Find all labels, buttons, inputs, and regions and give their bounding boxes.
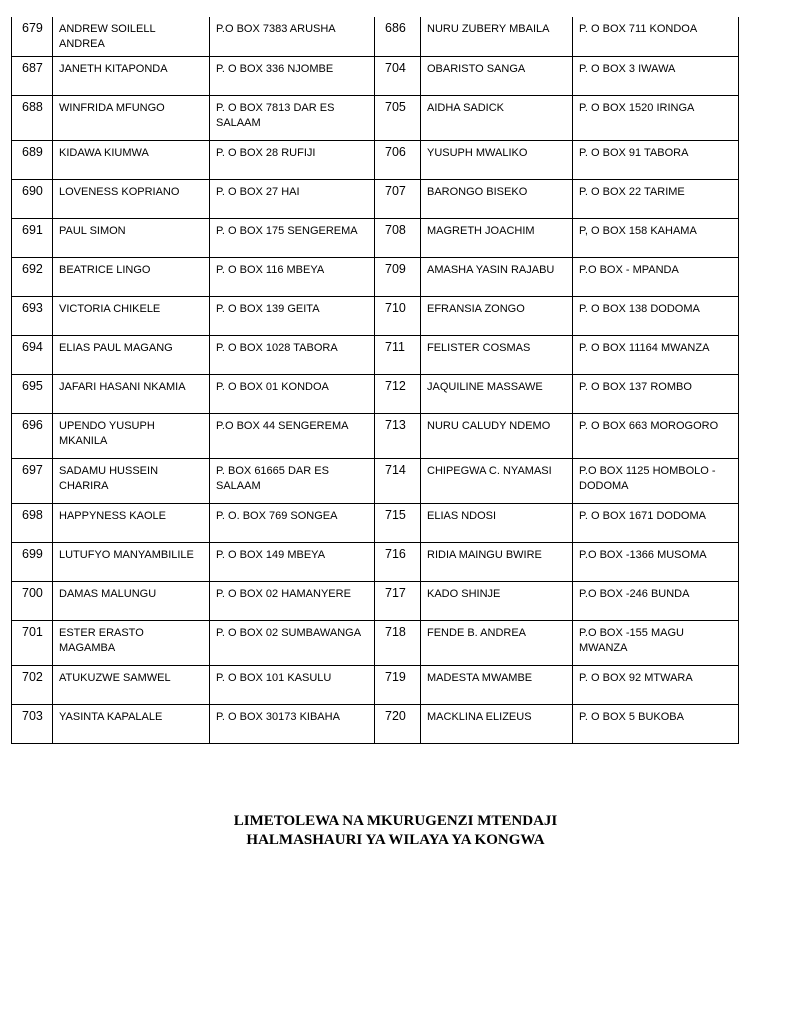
entry-name: LUTUFYO MANYAMBILILE [53, 542, 210, 581]
entry-number: 679 [12, 17, 53, 56]
entry-number: 709 [375, 257, 421, 296]
entry-number: 695 [12, 374, 53, 413]
table-row [12, 413, 739, 458]
entry-name: HAPPYNESS KAOLE [53, 503, 210, 542]
entry-address: P. O BOX 92 MTWARA [573, 665, 739, 704]
entry-name: FELISTER COSMAS [421, 335, 573, 374]
entry-name: ELIAS NDOSI [421, 503, 573, 542]
entry-number: 690 [12, 179, 53, 218]
entry-number: 712 [375, 374, 421, 413]
entry-name: ESTER ERASTO MAGAMBA [53, 620, 210, 665]
entry-number: 720 [375, 704, 421, 743]
entry-address: P. O BOX 28 RUFIJI [210, 140, 375, 179]
table-row [12, 335, 739, 374]
entry-name: FENDE B. ANDREA [421, 620, 573, 665]
entry-address: P. O BOX 175 SENGEREMA [210, 218, 375, 257]
footer-line-2: HALMASHAURI YA WILAYA YA KONGWA [246, 832, 545, 848]
entry-address: P.O BOX 7383 ARUSHA [210, 17, 375, 56]
table-row [12, 581, 739, 620]
table-row [12, 665, 739, 704]
table-row [12, 296, 739, 335]
entry-address: P. O BOX 1028 TABORA [210, 335, 375, 374]
entry-number: 711 [375, 335, 421, 374]
entry-number: 714 [375, 458, 421, 503]
entry-number: 698 [12, 503, 53, 542]
entry-address: P. O BOX 7813 DAR ES SALAAM [210, 95, 375, 140]
entry-name: AIDHA SADICK [421, 95, 573, 140]
entry-name: CHIPEGWA C. NYAMASI [421, 458, 573, 503]
entry-number: 704 [375, 56, 421, 95]
entry-name: JANETH KITAPONDA [53, 56, 210, 95]
entry-address: P. O BOX 1520 IRINGA [573, 95, 739, 140]
roster-table [11, 17, 739, 744]
entry-number: 706 [375, 140, 421, 179]
entry-address: P. O BOX 5 BUKOBA [573, 704, 739, 743]
table-row [12, 218, 739, 257]
entry-address: P. O BOX 149 MBEYA [210, 542, 375, 581]
entry-address: P. O BOX 11164 MWANZA [573, 335, 739, 374]
entry-name: SADAMU HUSSEIN CHARIRA [53, 458, 210, 503]
entry-address: P. O BOX 22 TARIME [573, 179, 739, 218]
entry-address: P. O BOX 3 IWAWA [573, 56, 739, 95]
entry-address: P.O BOX -1366 MUSOMA [573, 542, 739, 581]
entry-number: 691 [12, 218, 53, 257]
entry-address: P. O BOX 27 HAI [210, 179, 375, 218]
table-row [12, 503, 739, 542]
entry-number: 688 [12, 95, 53, 140]
table-row [12, 458, 739, 503]
entry-name: UPENDO YUSUPH MKANILA [53, 413, 210, 458]
entry-number: 693 [12, 296, 53, 335]
entry-name: YUSUPH MWALIKO [421, 140, 573, 179]
entry-address: P. O BOX 30173 KIBAHA [210, 704, 375, 743]
entry-address: P.O BOX - MPANDA [573, 257, 739, 296]
table-row [12, 704, 739, 743]
entry-address: P. O BOX 336 NJOMBE [210, 56, 375, 95]
entry-number: 696 [12, 413, 53, 458]
entry-number: 702 [12, 665, 53, 704]
entry-name: EFRANSIA ZONGO [421, 296, 573, 335]
entry-address: P. BOX 61665 DAR ES SALAAM [210, 458, 375, 503]
footer-line-1: LIMETOLEWA NA MKURUGENZI MTENDAJI [233, 813, 558, 829]
entry-name: KADO SHINJE [421, 581, 573, 620]
entry-name: LOVENESS KOPRIANO [53, 179, 210, 218]
entry-number: 707 [375, 179, 421, 218]
entry-number: 686 [375, 17, 421, 56]
table-row [12, 620, 739, 665]
entry-number: 692 [12, 257, 53, 296]
entry-number: 703 [12, 704, 53, 743]
entry-name: AMASHA YASIN RAJABU [421, 257, 573, 296]
entry-name: JAQUILINE MASSAWE [421, 374, 573, 413]
entry-address: P. O BOX 137 ROMBO [573, 374, 739, 413]
entry-number: 719 [375, 665, 421, 704]
entry-name: ELIAS PAUL MAGANG [53, 335, 210, 374]
entry-number: 700 [12, 581, 53, 620]
entry-name: ATUKUZWE SAMWEL [53, 665, 210, 704]
entry-name: YASINTA KAPALALE [53, 704, 210, 743]
entry-address: P.O BOX -246 BUNDA [573, 581, 739, 620]
entry-name: JAFARI HASANI NKAMIA [53, 374, 210, 413]
entry-number: 715 [375, 503, 421, 542]
entry-name: PAUL SIMON [53, 218, 210, 257]
entry-name: BARONGO BISEKO [421, 179, 573, 218]
issuer-footer [0, 812, 791, 850]
entry-address: P.O BOX 44 SENGEREMA [210, 413, 375, 458]
table-row [12, 56, 739, 95]
entry-address: P, O BOX 158 KAHAMA [573, 218, 739, 257]
entry-address: P. O BOX 116 MBEYA [210, 257, 375, 296]
entry-number: 717 [375, 581, 421, 620]
entry-name: MACKLINA ELIZEUS [421, 704, 573, 743]
entry-number: 718 [375, 620, 421, 665]
entry-address: P. O BOX 138 DODOMA [573, 296, 739, 335]
roster-table-body [12, 17, 739, 743]
roster-sheet [11, 17, 738, 744]
entry-address: P. O. BOX 769 SONGEA [210, 503, 375, 542]
table-row [12, 542, 739, 581]
entry-number: 716 [375, 542, 421, 581]
entry-address: P. O BOX 02 HAMANYERE [210, 581, 375, 620]
entry-address: P.O BOX -155 MAGU MWANZA [573, 620, 739, 665]
entry-name: MAGRETH JOACHIM [421, 218, 573, 257]
entry-name: OBARISTO SANGA [421, 56, 573, 95]
entry-name: NURU CALUDY NDEMO [421, 413, 573, 458]
entry-name: KIDAWA KIUMWA [53, 140, 210, 179]
entry-number: 699 [12, 542, 53, 581]
table-row [12, 179, 739, 218]
entry-number: 713 [375, 413, 421, 458]
entry-address: P. O BOX 139 GEITA [210, 296, 375, 335]
entry-number: 694 [12, 335, 53, 374]
table-row [12, 95, 739, 140]
entry-number: 708 [375, 218, 421, 257]
entry-address: P. O BOX 91 TABORA [573, 140, 739, 179]
entry-name: MADESTA MWAMBE [421, 665, 573, 704]
table-row [12, 140, 739, 179]
entry-address: P. O BOX 02 SUMBAWANGA [210, 620, 375, 665]
entry-number: 710 [375, 296, 421, 335]
entry-number: 701 [12, 620, 53, 665]
entry-name: BEATRICE LINGO [53, 257, 210, 296]
entry-number: 697 [12, 458, 53, 503]
table-row [12, 257, 739, 296]
entry-name: DAMAS MALUNGU [53, 581, 210, 620]
entry-name: WINFRIDA MFUNGO [53, 95, 210, 140]
entry-address: P. O BOX 01 KONDOA [210, 374, 375, 413]
entry-number: 687 [12, 56, 53, 95]
entry-address: P.O BOX 1125 HOMBOLO - DODOMA [573, 458, 739, 503]
table-row [12, 17, 739, 56]
entry-number: 689 [12, 140, 53, 179]
entry-number: 705 [375, 95, 421, 140]
entry-address: P. O BOX 663 MOROGORO [573, 413, 739, 458]
entry-address: P. O BOX 101 KASULU [210, 665, 375, 704]
entry-name: ANDREW SOILELL ANDREA [53, 17, 210, 56]
entry-name: NURU ZUBERY MBAILA [421, 17, 573, 56]
entry-address: P. O BOX 711 KONDOA [573, 17, 739, 56]
table-row [12, 374, 739, 413]
entry-name: RIDIA MAINGU BWIRE [421, 542, 573, 581]
entry-address: P. O BOX 1671 DODOMA [573, 503, 739, 542]
entry-name: VICTORIA CHIKELE [53, 296, 210, 335]
